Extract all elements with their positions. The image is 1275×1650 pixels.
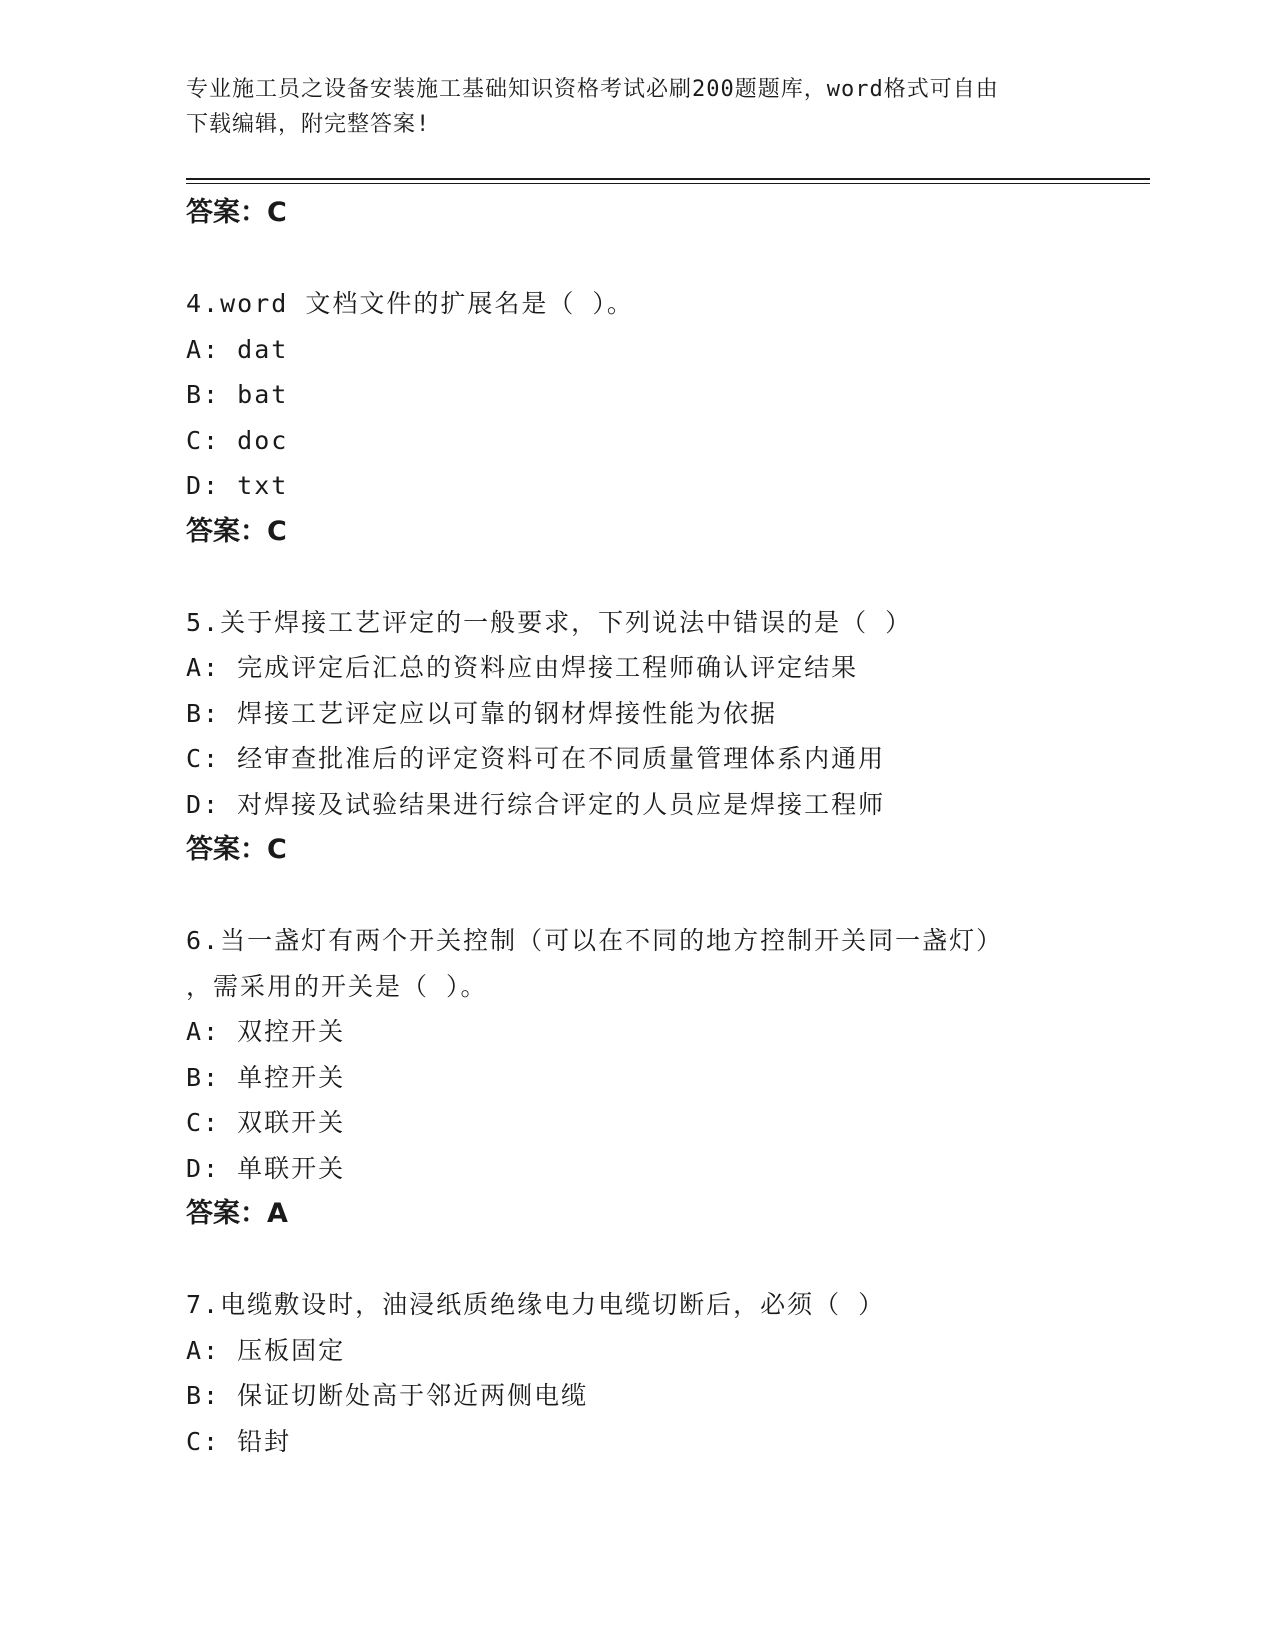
question-stem: 5.关于焊接工艺评定的一般要求，下列说法中错误的是（ ） (186, 607, 913, 637)
answer-line: 答案：A (186, 1198, 288, 1229)
option-a: A: 双控开关 (186, 1017, 346, 1046)
option-b: B: bat (186, 380, 289, 409)
answer-line: 答案：C (186, 197, 287, 228)
option-a: A: 完成评定后汇总的资料应由焊接工程师确认评定结果 (186, 653, 859, 682)
option-d: D: txt (186, 471, 289, 500)
option-a: A: dat (186, 334, 289, 364)
header-rule-thin (186, 183, 1150, 184)
option-a: A: 压板固定 (186, 1335, 346, 1365)
answer-line: 答案：C (186, 834, 287, 865)
question-list (186, 190, 1086, 1464)
header-line-1: 专业施工员之设备安装施工基础知识资格考试必刷200题题库，word格式可自由 (186, 77, 999, 102)
header-rule-thick (186, 178, 1150, 180)
document-header (186, 72, 1066, 142)
option-d: D: 单联开关 (186, 1153, 346, 1183)
option-c: C: 经审查批准后的评定资料可在不同质量管理体系内通用 (186, 744, 886, 773)
option-c: C: doc (186, 425, 289, 455)
question-stem-continued: ，需采用的开关是（ ）。 (186, 971, 488, 1001)
answer-line: 答案：C (186, 515, 287, 547)
question-stem: 7.电缆敷设时，油浸纸质绝缘电力电缆切断后，必须（ ） (186, 1290, 886, 1319)
option-c: C: 双联开关 (186, 1108, 346, 1137)
question-stem: 6.当一盏灯有两个开关控制（可以在不同的地方控制开关同一盏灯） (186, 926, 1004, 955)
header-line-2: 下载编辑，附完整答案! (186, 112, 431, 137)
option-b: B: 保证切断处高于邻近两侧电缆 (186, 1381, 589, 1410)
option-d: D: 对焊接及试验结果进行综合评定的人员应是焊接工程师 (186, 789, 886, 819)
question-stem: 4.word 文档文件的扩展名是（ ）。 (186, 289, 634, 318)
option-b: B: 焊接工艺评定应以可靠的钢材焊接性能为依据 (186, 698, 778, 728)
option-c: C: 铅封 (186, 1426, 292, 1456)
option-b: B: 单控开关 (186, 1062, 346, 1092)
